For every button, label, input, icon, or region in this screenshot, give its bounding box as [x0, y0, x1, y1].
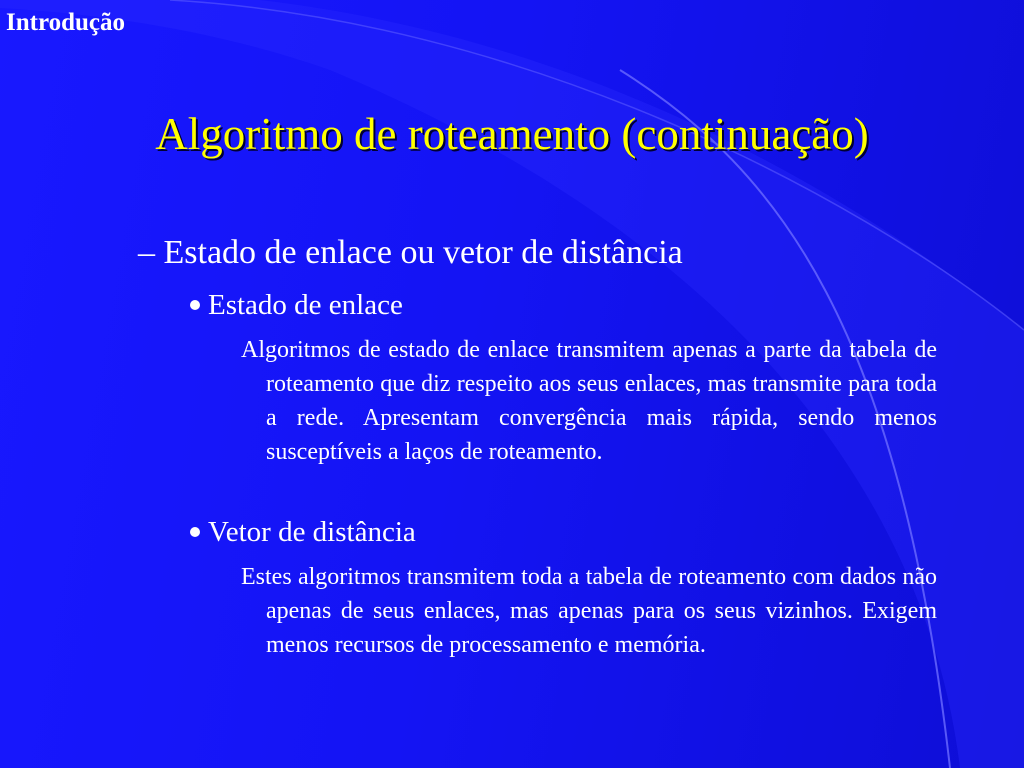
- bullet-label: Vetor de distância: [208, 516, 416, 548]
- section-label: Introdução: [6, 9, 126, 36]
- bullet-description: Algoritmos de estado de enlace transmitem apenas a parte da tabela de roteamento que diz respeito aos seus enlaces, mas transmite para toda a rede. Apresentam convergência mais rápida, sendo menos susceptíveis a laços de roteamento.: [241, 337, 937, 465]
- dash-item: – Estado de enlace ou vetor de distância: [138, 234, 683, 271]
- bullet-label: Estado de enlace: [208, 289, 403, 321]
- bullet-dot-icon: [190, 527, 200, 537]
- bullet-item-estado-de-enlace: [190, 286, 403, 324]
- bullet-description: Estes algoritmos transmitem toda a tabela de roteamento com dados não apenas de seus enlaces, mas apenas para os seus vizinhos. Exigem menos recursos de processamento e memória.: [241, 564, 937, 658]
- slide-title: Algoritmo de roteamento (continuação): [155, 109, 869, 159]
- bullet-item-vetor-de-distancia: [190, 513, 416, 551]
- bullet-dot-icon: [190, 300, 200, 310]
